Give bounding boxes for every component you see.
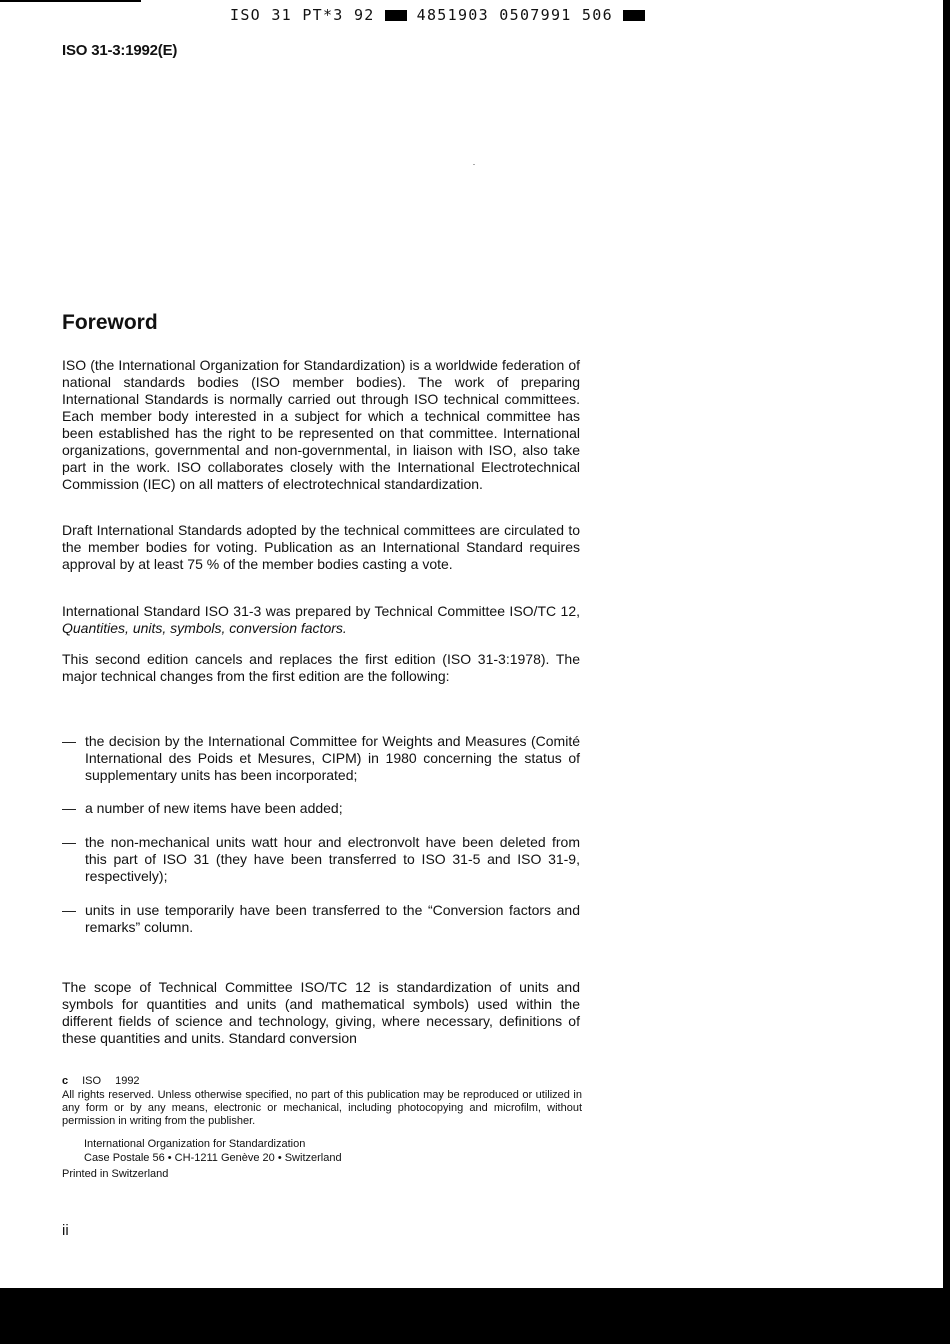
copyright-line: [62, 1075, 582, 1088]
copyright-block: [62, 1075, 582, 1181]
list-item: [62, 834, 580, 885]
dash-marker: —: [62, 800, 76, 816]
copyright-holder: ISO: [82, 1075, 102, 1087]
document-control-header: [230, 4, 700, 26]
scan-speck: [473, 164, 475, 165]
paragraph-scope: The scope of Technical Committee ISO/TC 12 is standardization of units and symbols for quantities and units (and mathematical symbols) used within the different fields of science and technology, giving, where necessary, definitions of these quantities and units. Standard conversion: [62, 979, 580, 1046]
copyright-symbol: c: [62, 1075, 69, 1087]
printed-in: Printed in Switzerland: [62, 1168, 169, 1180]
dash-marker: —: [62, 902, 76, 918]
list-item: [62, 902, 580, 936]
publisher-address: [84, 1137, 582, 1165]
page-number: ii: [62, 1222, 69, 1239]
paragraph-iso-intro: ISO (the International Organization for Standardization) is a worldwide federation of national standards bodies (ISO member bodies). The work of preparing International Standards is normally carried out through ISO technical committees. Each member body interested in a subject for which a technical committee has been established has the right to be represented on that committee. International organizations, governmental and non-governmental, in liaison with ISO, also take part in the work. ISO collaborates closely with the International Electrotechnical Commission (IEC) on all matters of electrotechnical standardization.: [62, 357, 580, 492]
scan-border-right: [943, 0, 950, 1344]
rights-statement: All rights reserved. Unless otherwise specified, no part of this publication may be reproduced or utilized in any form or by any means, electronic or mechanical, including photocopying and microfilm, without permission in writing from the publisher.: [62, 1089, 582, 1127]
dash-marker: —: [62, 733, 76, 749]
scan-border-bottom: [0, 1288, 950, 1344]
committee-title: Quantities, units, symbols, conversion factors.: [62, 620, 347, 636]
paragraph-second-edition: This second edition cancels and replaces the first edition (ISO 31-3:1978). The major technical changes from the first edition are the following:: [62, 651, 580, 684]
prepared-by-text: International Standard ISO 31-3 was prepared by Technical Committee ISO/TC 12,: [62, 603, 580, 619]
dash-marker: —: [62, 834, 76, 850]
serial-number: 4851903 0507991 506: [416, 6, 613, 24]
list-item: [62, 800, 580, 817]
publisher-name: International Organization for Standardization: [84, 1138, 306, 1150]
publisher-postal: Case Postale 56 • CH-1211 Genève 20 • Switzerland: [84, 1152, 342, 1164]
dot-code: ISO 31 PT*3 92: [230, 6, 375, 24]
copyright-year: 1992: [115, 1075, 140, 1087]
list-item-text: the decision by the International Committee for Weights and Measures (Comité International des Poids et Mesures, CIPM) in 1980 concerning the status of supplementary units has been incorporated;: [85, 733, 580, 783]
list-item: [62, 733, 580, 784]
list-item-text: units in use temporarily have been transferred to the “Conversion factors and remarks” column.: [85, 902, 580, 935]
list-item-text: a number of new items have been added;: [85, 800, 343, 816]
standard-identifier: ISO 31-3:1992(E): [62, 42, 178, 59]
list-item-text: the non-mechanical units watt hour and electronvolt have been deleted from this part of ISO 31 (they have been transferred to ISO 31-5 and ISO 31-9, respectively);: [85, 834, 580, 884]
page-title: Foreword: [62, 311, 158, 334]
paragraph-draft-standards: Draft International Standards adopted by the technical committees are circulated to the member bodies for voting. Publication as an International Standard requires approval by at least 75 % of the member bodies casting a vote.: [62, 522, 580, 572]
paragraph-prepared-by: [62, 603, 580, 637]
black-block-icon: [623, 10, 645, 21]
scan-border-top: [0, 0, 141, 2]
black-block-icon: [385, 10, 407, 21]
